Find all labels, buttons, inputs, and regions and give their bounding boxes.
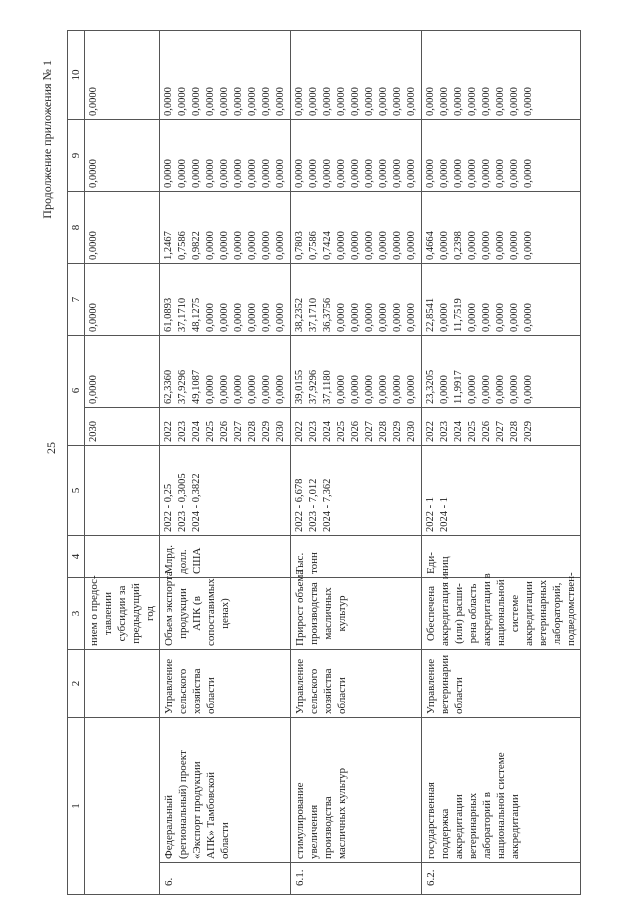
text-line: 11,9917 [453,370,464,404]
indicator-cell [291,569,422,650]
text-line: 2027 [364,421,375,442]
text-line: субсидии за [116,585,128,642]
text-line: 2023 - 0,3005 [177,473,188,532]
text-line: 2023 [177,421,188,442]
text-line: 0,0000 [233,303,244,332]
text-line: 0,0000 [205,159,216,188]
text-line: 2028 [378,421,389,442]
text-line: Еди- [425,552,437,574]
unit-cell [422,536,581,578]
text-line: сопоставимых [205,578,217,646]
text-line: 0,0000 [205,87,216,116]
text-line: 0,0000 [261,303,272,332]
text-line: АПК» Тамбовской [205,771,217,859]
text-line: Тыс. [294,552,306,574]
text-line: 11,7519 [453,298,464,332]
text-line: 2022 [294,421,305,442]
value-cell [160,120,291,192]
unit-cell [291,536,422,578]
text-line: 0,0000 [392,159,403,188]
text-line: 2023 - 7,012 [308,478,319,532]
text-line: 0,4664 [425,231,436,260]
carry-indicator-cell [85,575,160,650]
executor-cell [160,650,291,718]
carry-blank [85,650,160,718]
text-line: 0,0000 [481,231,492,260]
text-line: 2022 - 1 [425,497,436,532]
text-line: 0,0000 [425,87,436,116]
year-cell [422,408,581,446]
text-line: 0,0000 [336,303,347,332]
text-line: 0,0000 [406,231,417,260]
text-line: 0,9822 [191,231,202,260]
text-line: Прирост объема [294,569,306,646]
text-line: 0,0000 [378,375,389,404]
text-line: 39,0155 [294,369,305,404]
text-line: 0,0000 [275,375,286,404]
year-cell [160,408,291,446]
text-line: 2025 [205,421,216,442]
continuation-note: Продолжение приложения № 1 [40,60,54,219]
text-line: 0,0000 [509,159,520,188]
text-line: Млрд. [163,545,175,574]
text-line: сельского [308,668,320,714]
text-line: государственная [425,782,437,859]
text-line: 62,3360 [163,369,174,404]
text-line: 2023 [308,421,319,442]
text-line: Федеральный [163,794,175,859]
value-cell: 0,0000 [85,264,160,336]
text-line: 0,0000 [205,303,216,332]
text-line: 0,0000 [467,303,478,332]
text-line: АПК (в [191,596,203,631]
text-line: масличных [322,587,334,640]
text-line: 0,0000 [509,87,520,116]
text-line: 0,0000 [509,231,520,260]
text-line: 0,0000 [233,87,244,116]
row-name-cell [291,718,422,863]
executor-cell [422,650,581,718]
text-line: 0,0000 [425,159,436,188]
text-line: 0,0000 [294,87,305,116]
text-line: аккредитации [453,794,465,859]
text-line: стимулирование [294,782,306,859]
value-cell [160,192,291,264]
text-line: 0,0000 [495,159,506,188]
text-line: 0,0000 [509,303,520,332]
text-line: Управление [294,658,306,714]
text-line: 0,0000 [261,375,272,404]
text-line: 0,0000 [205,231,216,260]
text-line: 0,0000 [275,159,286,188]
text-line: 2028 [247,421,258,442]
text-line: Обеспечена [425,585,437,642]
executor-cell [291,650,422,718]
text-line: 0,0000 [467,87,478,116]
text-line: 2026 [481,421,492,442]
text-line: тонн [308,552,320,574]
text-line: 0,0000 [261,159,272,188]
text-line: 23,3205 [425,369,436,404]
text-line: 0,0000 [247,159,258,188]
text-line: 37,1710 [308,297,319,332]
text-line: 0,0000 [523,87,534,116]
text-line: 0,0000 [308,159,319,188]
text-line: 37,1180 [322,370,333,404]
text-line: 0,0000 [453,159,464,188]
text-line: 0,0000 [364,87,375,116]
text-line: «Экспорт продукции [191,761,203,859]
header-cell: 9 [68,120,85,192]
text-line: 0,0000 [523,303,534,332]
text-line: 0,0000 [205,375,216,404]
value-cell [291,264,422,336]
text-line: ветеринарных [467,792,479,859]
unit-cell [160,536,291,578]
table-row [422,31,581,895]
carry-blank [85,446,160,536]
text-line: 0,0000 [406,375,417,404]
text-line: ценах) [219,598,231,629]
text-line: 0,0000 [439,159,450,188]
row-number-cell: 6. [160,863,291,895]
text-line: 2026 [219,421,230,442]
text-line: подведомствен- [565,572,577,646]
text-line: 0,0000 [163,87,174,116]
text-line: нием о предос- [88,575,100,646]
text-line: 61,0893 [163,297,174,332]
text-line: тавлении [102,592,114,635]
text-line: 0,0000 [523,231,534,260]
text-line: 2024 [453,421,464,442]
text-line: области [453,677,465,714]
text-line: 0,0000 [392,231,403,260]
text-line: 0,0000 [406,87,417,116]
value-cell [291,336,422,408]
text-line: 22,8541 [425,297,436,332]
text-line: 36,3756 [322,297,333,332]
text-line: 0,0000 [392,87,403,116]
text-line: хозяйства [322,668,334,714]
text-line: 2022 [425,421,436,442]
text-line: ниц [439,556,451,574]
text-line: 0,0000 [247,87,258,116]
table-body [160,31,581,895]
text-line: 0,0000 [439,303,450,332]
target-cell [291,446,422,536]
text-line: ветеринарии [439,654,451,714]
text-line: 0,0000 [453,87,464,116]
text-line: 0,0000 [378,231,389,260]
text-line: области [219,822,231,859]
target-cell [160,446,291,536]
text-line: 0,0000 [350,159,361,188]
text-line: 0,0000 [275,231,286,260]
value-cell [422,264,581,336]
value-cell [422,120,581,192]
text-line: 48,1275 [191,297,202,332]
text-line: 2024 - 1 [439,497,450,532]
text-line: 37,1710 [177,297,188,332]
text-line: 0,7586 [308,231,319,260]
text-line: 2022 [163,421,174,442]
indicator-cell [160,571,291,650]
text-line: 0,0000 [261,87,272,116]
text-line: 2024 - 0,3822 [191,473,202,532]
text-line: производства [308,582,320,645]
text-line: 0,0000 [233,375,244,404]
text-line: 0,0000 [350,87,361,116]
header-cell: 6 [68,336,85,446]
text-line: 0,0000 [392,375,403,404]
text-line: 1,2467 [163,231,174,260]
text-line: 0,0000 [439,375,450,404]
text-line: Объем экспорта [163,571,175,646]
text-line: 0,0000 [191,87,202,116]
text-line: 2029 [523,421,534,442]
value-cell [160,336,291,408]
text-line: 37,9296 [177,369,188,404]
text-line: 0,0000 [336,231,347,260]
text-line: 2026 [350,421,361,442]
text-line: 0,0000 [219,231,230,260]
text-line: 0,0000 [233,159,244,188]
text-line: рена область [467,583,479,644]
row-number-cell: 6.2. [422,863,581,895]
text-line: 2028 [509,421,520,442]
text-line: 0,0000 [378,303,389,332]
text-line: 2022 - 6,678 [294,478,305,532]
header-cell: 2 [68,650,85,718]
text-line: долл. [177,549,189,574]
text-line: 0,0000 [336,375,347,404]
text-line: аккредитация и [439,573,451,646]
text-line: 2029 [261,421,272,442]
text-line: Управление [163,658,175,714]
header-cell: 1 [68,718,85,895]
carry-blank [85,536,160,578]
text-line: предыдущий [130,583,142,644]
text-line: лабораторий, [551,582,563,645]
text-line: США [191,547,203,574]
text-line: лабораторий в [481,792,493,859]
program-table [67,30,581,895]
text-line: масличных культур [336,767,348,859]
text-line: ветеринарных [537,579,549,646]
text-line: 0,7586 [177,231,188,260]
text-line: 0,0000 [219,375,230,404]
text-line: сельского [177,668,189,714]
value-cell [422,336,581,408]
value-cell [291,192,422,264]
page-number: 25 [44,442,58,454]
text-line: области [336,677,348,714]
year-cell [291,408,422,446]
carry-blank [85,718,160,895]
value-cell: 0,0000 [85,192,160,264]
text-line: 0,0000 [350,375,361,404]
text-line: 0,0000 [219,303,230,332]
text-line: 0,0000 [322,159,333,188]
text-line: Управление [425,658,437,714]
text-line: 0,0000 [308,87,319,116]
text-line: 2030 [406,421,417,442]
text-line: 0,0000 [439,231,450,260]
text-line: 0,0000 [219,159,230,188]
value-cell [422,31,581,120]
text-line: 0,0000 [495,303,506,332]
value-cell [291,31,422,120]
text-line: 0,7803 [294,231,305,260]
text-line: поддержка [439,808,451,859]
table-row [160,31,291,895]
text-line: 0,0000 [261,231,272,260]
text-line: культур [336,595,348,632]
header-cell: 5 [68,446,85,536]
text-line: 2024 [191,421,202,442]
text-line: 0,0000 [406,159,417,188]
text-line: (или) расши- [453,583,465,644]
text-line: 0,2398 [453,231,464,260]
text-line: 0,0000 [364,303,375,332]
text-line: 2025 [336,421,347,442]
text-line: 0,0000 [247,303,258,332]
text-line: увеличения [308,804,320,859]
text-line: 0,0000 [275,87,286,116]
text-line: 0,0000 [294,159,305,188]
text-line: области [205,677,217,714]
text-line: 2023 [439,421,450,442]
text-line: 0,0000 [163,159,174,188]
text-line: 0,0000 [364,159,375,188]
text-line: 2022 - 0,25 [163,483,174,532]
text-line: 0,0000 [191,159,202,188]
text-line: 0,0000 [481,159,492,188]
text-line: 2027 [495,421,506,442]
header-cell: 7 [68,264,85,336]
header-cell: 4 [68,536,85,578]
text-line: 0,0000 [177,159,188,188]
row-name-cell [422,718,581,863]
year-cell: 2030 [85,408,160,446]
text-line: аккредитации [509,794,521,859]
text-line: 0,0000 [247,231,258,260]
target-cell [422,446,581,536]
text-line: 0,0000 [378,159,389,188]
text-line: 0,0000 [495,231,506,260]
text-line: 0,0000 [177,87,188,116]
text-line: 0,0000 [275,303,286,332]
header-cell: 8 [68,192,85,264]
text-line: системе [509,594,521,633]
text-line: 2024 - 7,362 [322,478,333,532]
text-line: 0,0000 [219,87,230,116]
indicator-cell [422,572,581,650]
text-line: 0,0000 [350,231,361,260]
text-line: 0,0000 [481,87,492,116]
text-line: 0,0000 [467,159,478,188]
text-line: аккредитации в [481,573,493,646]
text-line: аккредитации [523,581,535,646]
text-line: 0,0000 [523,375,534,404]
text-line: 38,2352 [294,297,305,332]
text-line: 0,0000 [439,87,450,116]
carry-over-row [85,31,160,895]
text-line: 0,0000 [247,375,258,404]
text-line: 0,0000 [322,87,333,116]
text-line: год [144,605,156,622]
header-row [68,31,85,895]
text-line: 49,1087 [191,369,202,404]
text-line: 0,0000 [336,159,347,188]
text-line: 0,0000 [467,231,478,260]
text-line: 0,7424 [322,231,333,260]
row-number-cell: 6.1. [291,863,422,895]
text-line: 0,0000 [495,87,506,116]
value-cell: 0,0000 [85,31,160,120]
text-line: 0,0000 [350,303,361,332]
text-line: национальной [495,579,507,646]
text-line: 37,9296 [308,369,319,404]
text-line: 0,0000 [336,87,347,116]
text-line: производства [322,796,334,859]
text-line: 0,0000 [509,375,520,404]
value-cell [422,192,581,264]
value-cell: 0,0000 [85,120,160,192]
text-line: (региональный) проект [177,750,189,859]
text-line: 2024 [322,421,333,442]
text-line: 0,0000 [481,375,492,404]
text-line: 0,0000 [523,159,534,188]
text-line: 2030 [275,421,286,442]
text-line: 0,0000 [481,303,492,332]
text-line: 0,0000 [233,231,244,260]
row-name-cell [160,718,291,863]
text-line: 0,0000 [364,375,375,404]
text-line: 0,0000 [364,231,375,260]
text-line: 0,0000 [406,303,417,332]
text-line: хозяйства [191,668,203,714]
value-cell: 0,0000 [85,336,160,408]
text-line: 2027 [233,421,244,442]
text-line: продукции [177,588,189,639]
text-line: 0,0000 [392,303,403,332]
value-cell [160,264,291,336]
value-cell [291,120,422,192]
text-line: 0,0000 [467,375,478,404]
text-line: национальной системе [495,752,507,859]
header-cell: 10 [68,31,85,120]
text-line: 0,0000 [378,87,389,116]
text-line: 2025 [467,421,478,442]
value-cell [160,31,291,120]
table-row [291,31,422,895]
text-line: 0,0000 [495,375,506,404]
text-line: 2029 [392,421,403,442]
header-cell: 3 [68,578,85,650]
